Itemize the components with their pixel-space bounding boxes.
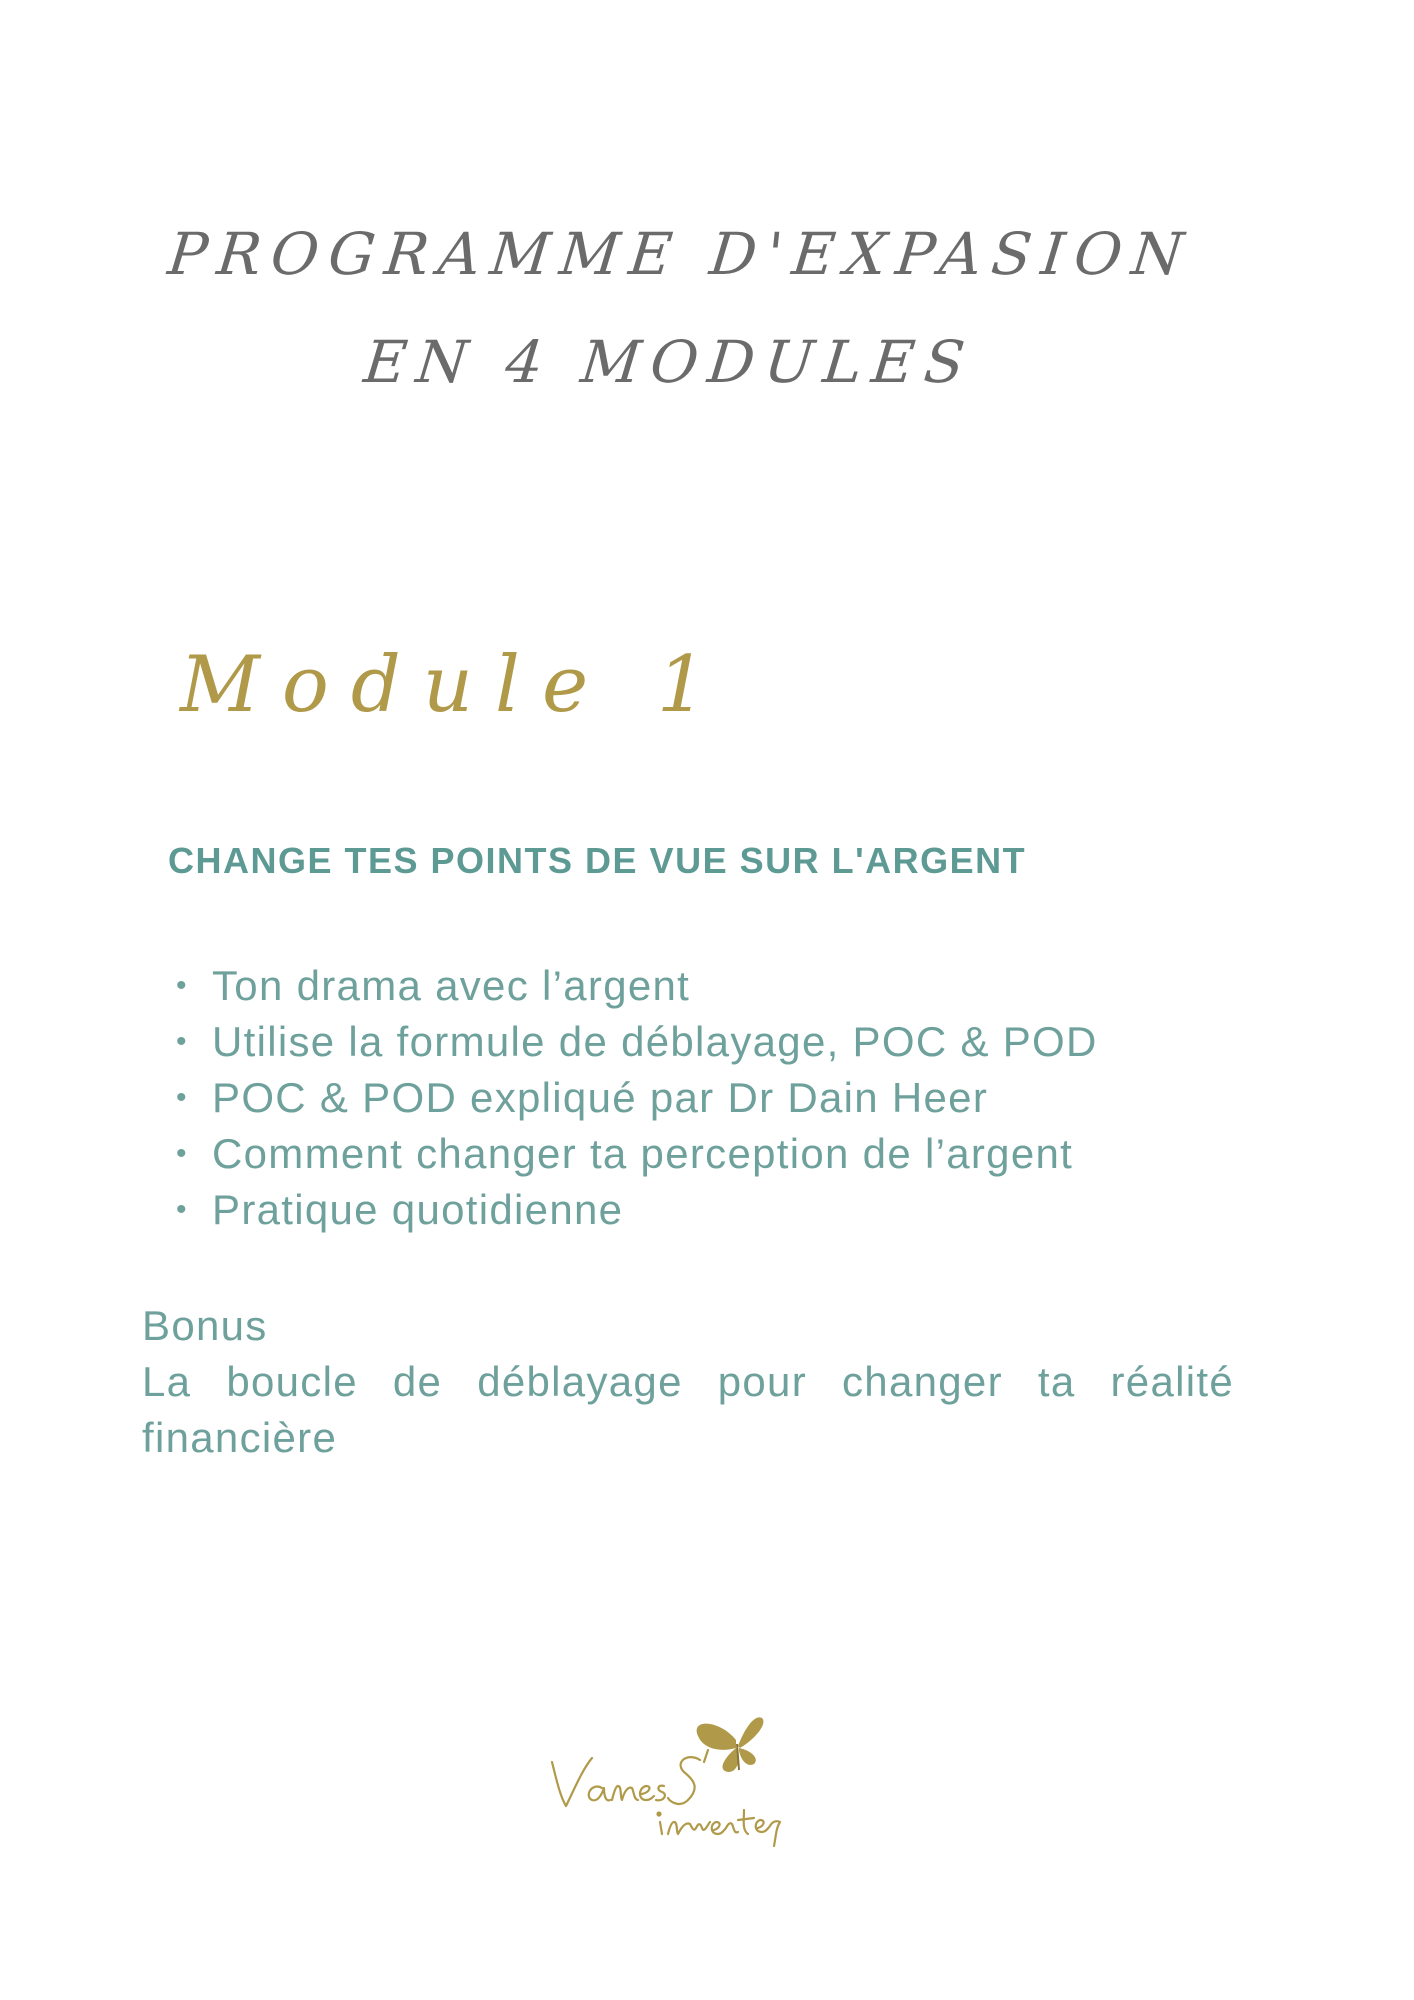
bullet-icon: • — [176, 1025, 188, 1058]
brand-logo-graphic — [540, 1700, 840, 1860]
bullet-icon: • — [176, 1193, 188, 1226]
list-item-text: POC & POD expliqué par Dr Dain Heer — [212, 1074, 989, 1121]
list-item-text: Comment changer ta perception de l’argent — [212, 1130, 1074, 1177]
bonus-description: La boucle de déblayage pour changer ta réalité financière — [142, 1358, 1234, 1461]
list-item — [176, 1014, 1098, 1070]
list-item — [176, 1182, 1098, 1238]
list-item-text: Utilise la formule de déblayage, POC & POD — [212, 1018, 1098, 1065]
bullet-icon: • — [176, 1081, 188, 1114]
page-title — [0, 200, 1361, 416]
butterfly-icon — [697, 1717, 764, 1772]
module-topic-list — [176, 958, 1098, 1238]
list-item-text: Ton drama avec l’argent — [212, 962, 691, 1009]
list-item — [176, 1070, 1098, 1126]
bonus-label: Bonus — [142, 1302, 268, 1349]
module-subtitle: CHANGE TES POINTS DE VUE SUR L'ARGENT — [168, 840, 1027, 881]
list-item — [176, 1126, 1098, 1182]
brand-logo — [540, 1700, 840, 1860]
page-title-line-2: EN 4 MODULES — [360, 328, 978, 396]
logo-wordmark — [552, 1750, 780, 1846]
bonus-section — [142, 1298, 1234, 1466]
bullet-icon: • — [176, 969, 188, 1002]
list-item-text: Pratique quotidienne — [212, 1186, 624, 1233]
module-heading: Module 1 — [180, 640, 729, 730]
bullet-icon: • — [176, 1137, 188, 1170]
page-title-line-1: PROGRAMME D'EXPASION — [164, 220, 1197, 288]
list-item — [176, 958, 1098, 1014]
